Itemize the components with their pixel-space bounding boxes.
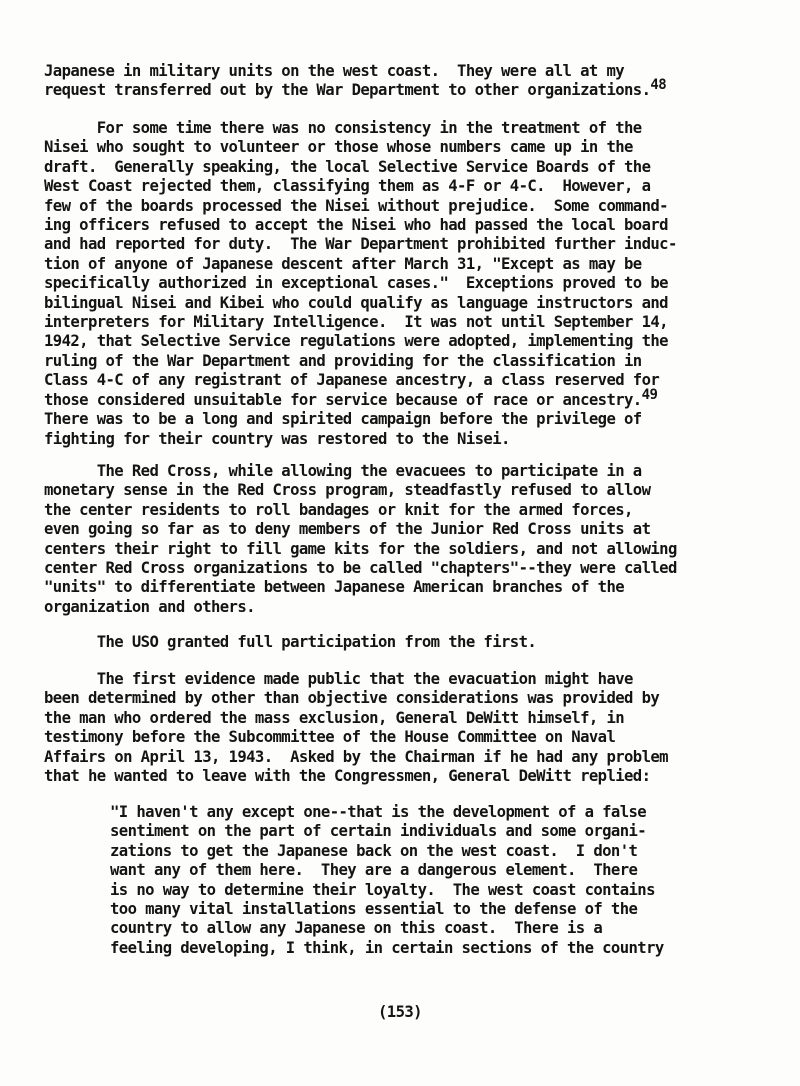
text-line: the center residents to roll bandages or knit for the armed forces, bbox=[44, 500, 633, 519]
text-line: too many vital installations essential to the defense of the bbox=[110, 900, 638, 919]
text-line: and had reported for duty. The War Department prohibited further induc- bbox=[44, 235, 677, 254]
text-line: feeling developing, I think, in certain sections of the country bbox=[110, 938, 664, 957]
text-line: "units" to differentiate between Japanese American branches of the bbox=[44, 578, 625, 597]
paragraph-3 bbox=[44, 462, 764, 617]
text-line: The USO granted full participation from the first. bbox=[44, 633, 537, 651]
text-line-content: request transferred out by the War Department to other organizations. bbox=[44, 81, 651, 100]
text-line bbox=[44, 386, 764, 410]
text-line: center Red Cross organizations to be called "chapters"--they were called bbox=[44, 559, 677, 578]
text-line: tion of anyone of Japanese descent after March 31, "Except as may be bbox=[44, 254, 642, 273]
text-line: country to allow any Japanese on this coast. There is a bbox=[110, 919, 603, 938]
footnote-marker: 48 bbox=[650, 77, 667, 94]
paragraph-5 bbox=[44, 670, 764, 786]
text-line: testimony before the Subcommittee of the House Committee on Naval bbox=[44, 728, 616, 747]
text-line: "I haven't any except one--that is the development of a false bbox=[110, 803, 647, 821]
text-line: Nisei who sought to volunteer or those whose numbers came up in the bbox=[44, 138, 633, 157]
text-line: centers their right to fill game kits for the soldiers, and not allowing bbox=[44, 539, 677, 558]
text-line: draft. Generally speaking, the local Selective Service Boards of the bbox=[44, 157, 651, 176]
page-number: (153) bbox=[378, 1003, 422, 1021]
text-line: interpreters for Military Intelligence. It was not until September 14, bbox=[44, 313, 668, 332]
text-line: specifically authorized in exceptional cases." Exceptions proved to be bbox=[44, 274, 668, 293]
text-line-content: those considered unsuitable for service because of race or ancestry. bbox=[44, 390, 642, 409]
text-line: Affairs on April 13, 1943. Asked by the Chairman if he had any problem bbox=[44, 747, 668, 766]
text-line: even going so far as to deny members of the Junior Red Cross units at bbox=[44, 520, 651, 539]
text-line: ruling of the War Department and providing for the classification in bbox=[44, 351, 642, 370]
text-line: ing officers refused to accept the Nisei who had passed the local board bbox=[44, 216, 668, 235]
footnote-marker: 49 bbox=[641, 386, 658, 403]
text-line: bilingual Nisei and Kibei who could qualify as language instructors and bbox=[44, 293, 668, 312]
text-line: want any of them here. They are a dangerous element. There bbox=[110, 861, 638, 880]
text-line bbox=[44, 77, 764, 100]
text-line: sentiment on the part of certain individuals and some organi- bbox=[110, 822, 647, 841]
text-line: that he wanted to leave with the Congressmen, General DeWitt replied: bbox=[44, 767, 651, 786]
text-line: West Coast rejected them, classifying them as 4-F or 4-C. However, a bbox=[44, 177, 651, 196]
text-line: monetary sense in the Red Cross program, steadfastly refused to allow bbox=[44, 481, 651, 500]
text-line: The first evidence made public that the evacuation might have bbox=[44, 670, 633, 688]
text-line: been determined by other than objective considerations was provided by bbox=[44, 689, 660, 708]
paragraph-1 bbox=[44, 62, 764, 101]
text-line: There was to be a long and spirited campaign before the privilege of bbox=[44, 410, 642, 429]
text-line: is no way to determine their loyalty. The west coast contains bbox=[110, 880, 655, 899]
text-line: Japanese in military units on the west coast. They were all at my bbox=[44, 62, 625, 80]
paragraph-4 bbox=[44, 633, 764, 652]
text-line: few of the boards processed the Nisei without prejudice. Some command- bbox=[44, 196, 668, 215]
text-line: organization and others. bbox=[44, 597, 255, 616]
text-line: For some time there was no consistency in the treatment of the bbox=[44, 119, 642, 137]
text-line: The Red Cross, while allowing the evacuees to participate in a bbox=[44, 462, 642, 480]
paragraph-2 bbox=[44, 119, 764, 449]
text-line: Class 4-C of any registrant of Japanese ancestry, a class reserved for bbox=[44, 371, 660, 390]
text-line: the man who ordered the mass exclusion, General DeWitt himself, in bbox=[44, 708, 625, 727]
text-line: zations to get the Japanese back on the west coast. I don't bbox=[110, 841, 638, 860]
block-quote bbox=[44, 803, 764, 958]
text-line: 1942, that Selective Service regulations were adopted, implementing the bbox=[44, 332, 668, 351]
text-line: fighting for their country was restored to the Nisei. bbox=[44, 429, 510, 448]
